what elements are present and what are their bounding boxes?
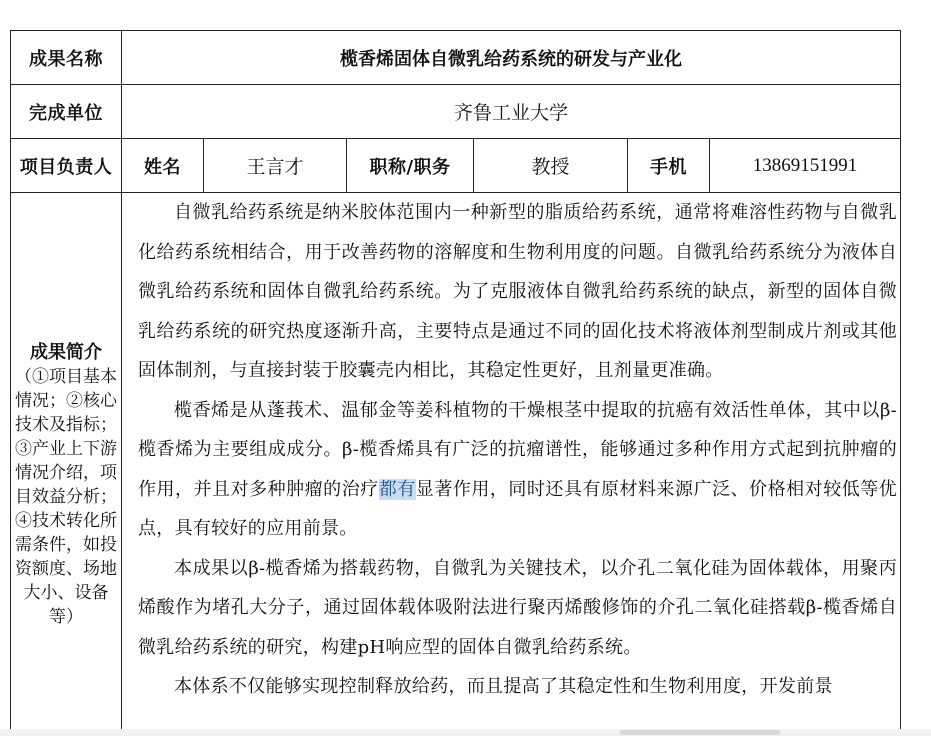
horizontal-scrollbar-thumb[interactable]	[620, 730, 780, 735]
name-value: 王言才	[204, 139, 347, 193]
phone-value: 13869151991	[710, 139, 901, 193]
row-unit	[11, 85, 901, 139]
title-value: 榄香烯固体自微乳给药系统的研发与产业化	[122, 31, 901, 85]
summary-label: 成果简介	[30, 342, 102, 363]
leader-label: 项目负责人	[11, 139, 122, 193]
summary-content	[138, 193, 897, 731]
unit-label: 完成单位	[11, 85, 122, 139]
row-summary	[11, 193, 901, 732]
job-title-label: 职称/职务	[347, 139, 474, 193]
paragraph-2-text-a: 榄香烯是从蓬莪术、温郁金等姜科植物的干燥根茎中提取的抗癌有效活性单体，其中以β-榄香烯为主要组成成分。β-榄香烯具有广泛的抗瘤谱性，能够通过多种作用方式起到抗肿瘤的作用，并且对多种肿瘤的治疗	[138, 399, 898, 500]
name-label: 姓名	[122, 139, 204, 193]
summary-paragraph-4: 本体系不仅能够实现控制释放给药，而且提高了其稳定性和生物利用度，开发前景	[174, 676, 833, 697]
summary-paragraph-2	[138, 391, 897, 549]
summary-label-cell	[11, 193, 122, 732]
title-label: 成果名称	[11, 31, 122, 85]
summary-note: （①项目基本情况；②核心技术及指标；③产业上下游情况介绍，项目效益分析；④技术转化所需条件，如投资额度、场地大小、设备等）	[15, 367, 117, 627]
phone-label: 手机	[628, 139, 710, 193]
paragraph-2-text-b: 显著作用，同时还具有原材料来源广泛、价格相对较低等优点，具有较好的应用前景。	[138, 478, 898, 539]
horizontal-scrollbar[interactable]	[0, 729, 931, 736]
unit-value: 齐鲁工业大学	[122, 85, 901, 139]
selected-text-highlight[interactable]: 都有	[378, 478, 416, 500]
row-title	[11, 31, 901, 85]
job-title-value: 教授	[474, 139, 628, 193]
summary-content-cell	[122, 193, 901, 732]
summary-paragraph-1: 自微乳给药系统是纳米胶体范围内一种新型的脂质给药系统，通常将难溶性药物与自微乳化给药系统相结合，用于改善药物的溶解度和生物利用度的问题。自微乳给药系统分为液体自微乳给药系统和固体自微乳给药系统。为了克服液体自微乳给药系统的缺点，新型的固体自微乳给药系统的研究热度逐渐升高，主要特点是通过不同的固化技术将液体剂型制成片剂或其他固体制剂，与直接封装于胶囊壳内相比，其稳定性更好，且剂量更准确。	[138, 202, 898, 381]
achievement-form-table	[10, 30, 901, 732]
summary-paragraph-3: 本成果以β-榄香烯为搭载药物，自微乳为关键技术，以介孔二氧化硅为固体载体，用聚丙烯酸作为堵孔大分子，通过固体载体吸附法进行聚丙烯酸修饰的介孔二氧化硅搭载β-榄香烯自微乳给药系统的研究，构建pH响应型的固体自微乳给药系统。	[138, 557, 898, 658]
row-leader	[11, 139, 901, 193]
